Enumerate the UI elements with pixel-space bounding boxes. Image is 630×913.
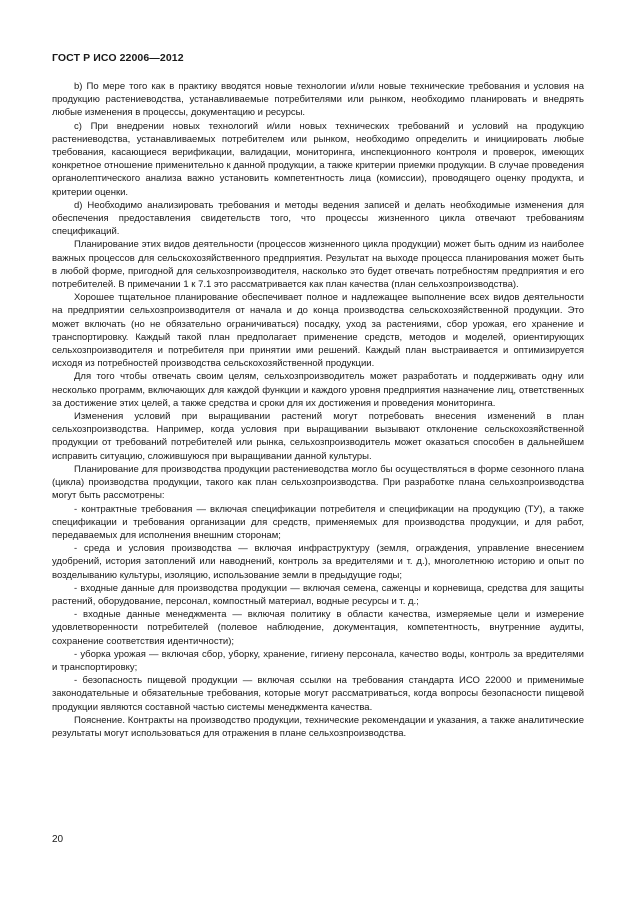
paragraph-good-planning: Хорошее тщательное планирование обеспечивает полное и надлежащее выполнение всех видов деятельности на предприятии сельхозпроизводителя от начала и до конца производства сельскохозяйственной продукции. Это может включать (но не обязательно ограничиваться) посадку, уход за растениями, сбор урожая, его хранение и транспортировку. Каждый такой план предполагает применение средств, методов и моделей, ориентирующих сельхозпроизводителя и потребителя при принятии ими решений. Каждый план выстраивается и оптимизируется исходя из потребностей производства сельскохозяйственной продукции. bbox=[52, 292, 584, 370]
paragraph-d: d) Необходимо анализировать требования и методы ведения записей и делать необходимые изменения для обеспечения предоставления свидетельств того, что процессы жизненного цикла отвечают требованиям спецификаций. bbox=[52, 199, 584, 238]
paragraph-b: b) По мере того как в практику вводятся новые технологии и/или новые технические требования и условия на продукцию растениеводства, устанавливаемые потребителями или рынком, необходимо планировать и внедрять любые изменения в процессы, документацию и ресурсы. bbox=[52, 81, 584, 119]
paragraph-changes: Изменения условий при выращивании растений могут потребовать внесения изменений в план сельхозпроизводства. Например, когда условия при выращивании вызывают отклонение сельскохозяйственной продукции от требований потребителей или рынка, сельхозпроизводитель может оказаться способен в дальнейшем исправить ситуацию, сложившуюся при выращивании данной культуры. bbox=[52, 411, 584, 462]
list-item-environment: - среда и условия производства — включая инфраструктуру (земля, ограждения, управление внесением удобрений, история затоплений или наводнений, контроль за вредителями и т. д.), многолетнюю историю и опыт по возделыванию культуры, изоляцию, использование земли в предыдущие годы; bbox=[52, 543, 584, 581]
list-item-production-inputs: - входные данные для производства продукции — включая семена, саженцы и корневища, средства для защиты растений, оборудование, персонал, компостный материал, водные ресурсы и т. д.; bbox=[52, 582, 584, 607]
paragraph-c: c) При внедрении новых технологий и/или новых технических требований и условий на продукцию растениеводства, устанавливаемых потребителем или рынком, необходимо определить и инициировать любые требования, касающиеся верификации, валидации, мониторинга, инспекционного контроля и проверок, имеющих конкретное отношение применительно к данной продукции, а также критерии приемки продукции. В случае проведения органолептического анализа важно установить компетентность лица (комиссии), проводящего оценку продукта, и критерии оценки. bbox=[52, 120, 584, 198]
paragraph-note: Пояснение. Контракты на производство продукции, технические рекомендации и указания, а также аналитические результаты могут использоваться для отражения в плане сельхозпроизводства. bbox=[52, 714, 584, 739]
paragraph-programs: Для того чтобы отвечать своим целям, сельхозпроизводитель может разработать и поддерживать одну или несколько программ, включающих для каждой функции и каждого уровня предприятия назначение лиц, ответственных за достижение этих целей, а также средства и сроки для их достижения и проведения мониторинга. bbox=[52, 371, 584, 409]
document-header: ГОСТ Р ИСО 22006—2012 bbox=[52, 52, 184, 64]
paragraph-planning: Планирование этих видов деятельности (процессов жизненного цикла продукции) может быть одним из наиболее важных процессов для сельскохозяйственного предприятия. Результат на выходе процесса планирования может быть в любой форме, пригодной для сельхозпроизводителя, насколько это будет отвечать потребностям предприятия и его потребителей. В примечании 1 к 7.1 это рассматривается как план качества (план сельхозпроизводства). bbox=[52, 239, 584, 291]
list-item-contract-requirements: - контрактные требования — включая спецификации потребителя и спецификации на продукцию (ТУ), а также спецификации и требования организации для средств, применяемых для производства продукции, и для работ, передаваемых для исполнения внешним сторонам; bbox=[52, 503, 584, 541]
page-number: 20 bbox=[52, 834, 64, 845]
list-item-food-safety: - безопасность пищевой продукции — включая ссылки на требования стандарта ИСО 22000 и применимые законодательные и обязательные требования, которые могут рассматриваться, когда вопросы безопасности пищевой продукции являются составной частью системы менеджмента качества. bbox=[52, 675, 584, 713]
list-item-harvest: - уборка урожая — включая сбор, уборку, хранение, гигиену персонала, качество воды, контроль за вредителями и транспортировку; bbox=[52, 648, 584, 673]
body-text bbox=[52, 80, 584, 740]
paragraph-seasonal-plan: Планирование для производства продукции растениеводства могло бы осуществляться в форме сезонного плана (цикла) производства продукции, такого как план сельхозпроизводства. При разработке плана сельхозпроизводства могут быть рассмотрены: bbox=[52, 463, 584, 502]
list-item-management-inputs: - входные данные менеджмента — включая политику в области качества, измеряемые цели и измерение удовлетворенности потребителей (полевое наблюдение, документация, компетентность, внутренние аудиты, сохранение соответствия идентичности); bbox=[52, 609, 584, 647]
